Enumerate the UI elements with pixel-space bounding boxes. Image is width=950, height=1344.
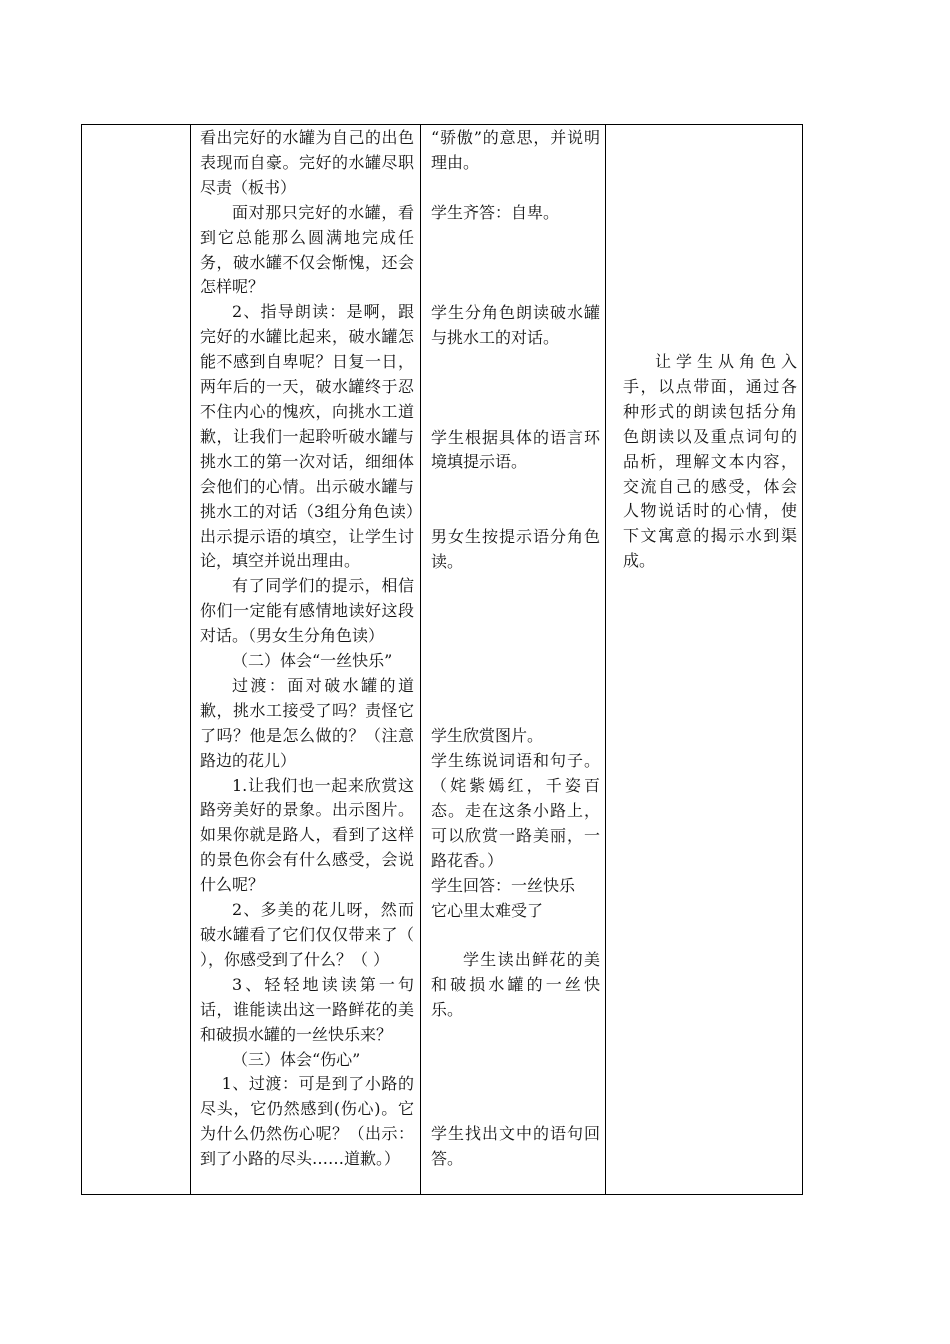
teacher-section-heading: （三）体会“伤心” <box>232 1049 361 1069</box>
column-teacher-activity <box>191 125 420 1194</box>
student-paragraph: 学生分角色朗读破水罐与挑水工的对话。 <box>431 302 600 347</box>
student-paragraph: 学生齐答：自卑。 <box>431 202 560 222</box>
student-paragraph: 学生欣赏图片。 <box>431 726 544 746</box>
student-paragraph: 男女生按提示语分角色读。 <box>431 527 600 572</box>
column-stage <box>82 125 190 1194</box>
teacher-paragraph: 1、过渡：可是到了小路的尽头，它仍然感到(伤心)。它为什么仍然伤心呢？（出示：到了小路的尽头……道歉。） <box>200 1074 414 1169</box>
student-paragraph: “骄傲”的意思，并说明理由。 <box>431 128 600 172</box>
column-student-activity <box>422 125 606 1194</box>
teacher-paragraph: 看出完好的水罐为自己的出色表现而自豪。完好的水罐尽职尽责（板书） <box>200 128 414 197</box>
teacher-paragraph: 3、轻轻地读读第一句话，谁能读出这一路鲜花的美和破损水罐的一丝快乐来？ <box>200 974 414 1044</box>
student-paragraph: 学生回答：一丝快乐 <box>431 875 576 895</box>
student-paragraph: 学生练说词语和句子。（姹紫嫣红，千姿百态。走在这条小路上，可以欣赏一路美丽，一路花香。） <box>431 751 600 870</box>
student-paragraph: 学生读出鲜花的美和破损水罐的一丝快乐。 <box>431 950 600 1020</box>
teacher-paragraph: 1.让我们也一起来欣赏这路旁美好的景象。出示图片。如果你就是路人，看到了这样的景色你会有什么感受，会说什么呢？ <box>200 775 414 895</box>
teacher-paragraph: 过渡：面对破水罐的道歉，挑水工接受了吗？责怪它了吗？他是怎么做的？（注意路边的花儿） <box>200 675 414 770</box>
teacher-section-heading: （二）体会“一丝快乐” <box>232 651 393 671</box>
teacher-paragraph: 2、指导朗读：是啊，跟完好的水罐比起来，破水罐怎能不感到自卑呢？日复一日，两年后的一天，破水罐终于忍不住内心的愧疚，向挑水工道歉，让我们一起聆听破水罐与挑水工的第一次对话，细细体会他们的心情。出示破水罐与挑水工的对话（3组分角色读）出示提示语的填空，让学生讨论，填空并说出理由。 <box>200 302 414 571</box>
student-paragraph: 学生根据具体的语言环境填提示语。 <box>431 427 600 472</box>
student-paragraph: 它心里太难受了 <box>431 900 544 920</box>
column-design-intent <box>607 125 803 1194</box>
lesson-table <box>81 124 803 1195</box>
student-paragraph: 学生找出文中的语句回答。 <box>431 1124 600 1169</box>
column-divider <box>420 125 421 1194</box>
teacher-paragraph: 2、多美的花儿呀，然而破水罐看了它们仅仅带来了（ ），你感受到了什么？（ ） <box>200 900 414 969</box>
teacher-paragraph: 面对那只完好的水罐，看到它总能那么圆满地完成任务，破水罐不仅会惭愧，还会怎样呢？ <box>200 202 414 297</box>
teacher-paragraph: 有了同学们的提示，相信你们一定能有感情地读好这段对话。（男女生分角色读） <box>200 576 414 646</box>
design-intent-paragraph: 让学生从角色入手，以点带面，通过各种形式的朗读包括分角色朗读以及重点词句的品析，理解文本内容，交流自己的感受，体会人物说话时的心情，使下文寓意的揭示水到渠成。 <box>623 352 797 571</box>
